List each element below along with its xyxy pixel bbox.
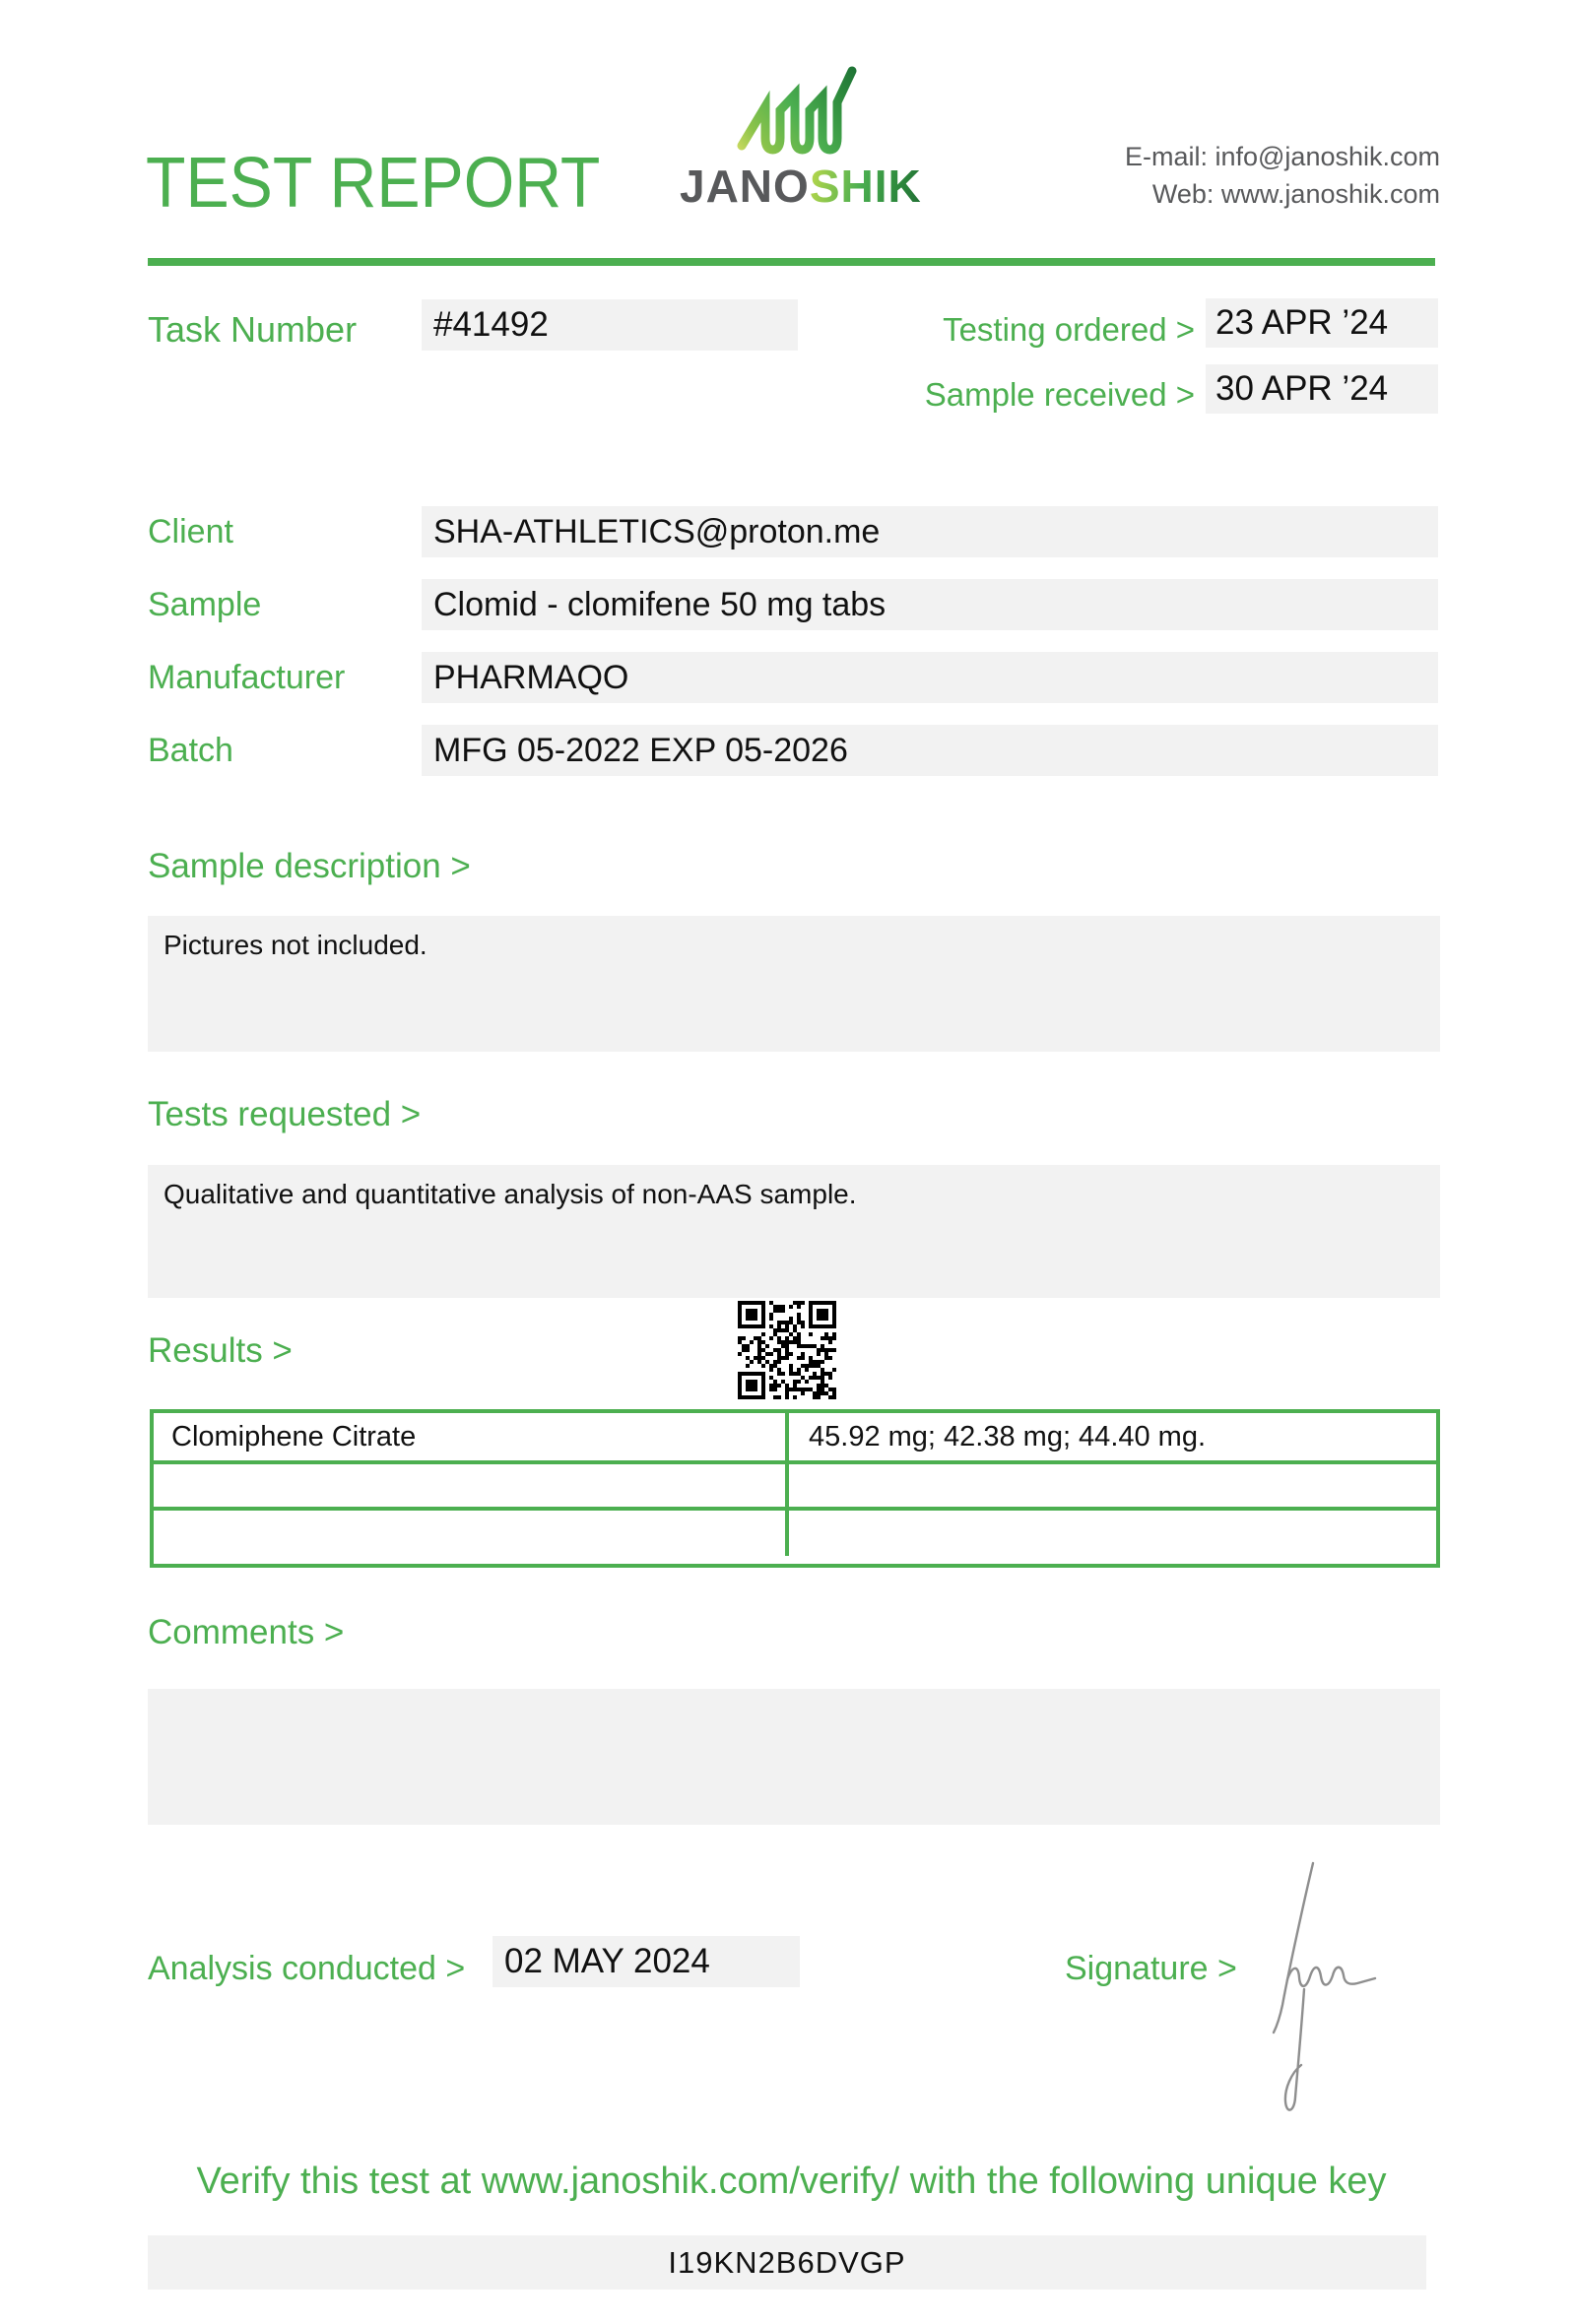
qr-code <box>738 1301 836 1399</box>
sample-description-box <box>148 916 1440 1052</box>
sample-label: Sample <box>148 586 262 623</box>
testing-ordered-value: 23 APR ’24 <box>1206 298 1438 348</box>
signature-label: Signature > <box>1065 1950 1237 1987</box>
tests-requested-box <box>148 1165 1440 1298</box>
header-divider <box>148 258 1435 266</box>
results-table <box>150 1409 1440 1568</box>
brand-name-secondary: SHIK <box>809 161 922 212</box>
manufacturer-value: PHARMAQO <box>422 652 1438 703</box>
batch-label: Batch <box>148 732 233 769</box>
handwritten-signature <box>1261 1849 1418 2140</box>
analysis-conducted-label: Analysis conducted > <box>148 1950 466 1987</box>
result-value-cell: 45.92 mg; 42.38 mg; 44.40 mg. <box>789 1413 1436 1464</box>
web-value: www.janoshik.com <box>1220 179 1440 209</box>
verify-key-value: I19KN2B6DVGP <box>148 2235 1426 2290</box>
brand-name-primary: JANO <box>680 161 810 212</box>
manufacturer-label: Manufacturer <box>148 659 346 696</box>
sample-value: Clomid - clomifene 50 mg tabs <box>422 579 1438 630</box>
analysis-date-value: 02 MAY 2024 <box>492 1936 800 1987</box>
contact-email-line <box>1125 138 1440 175</box>
email-label: E-mail: <box>1124 142 1208 171</box>
comments-box <box>148 1689 1440 1825</box>
comments-heading: Comments > <box>148 1613 345 1651</box>
client-label: Client <box>148 513 233 550</box>
sample-received-label: Sample received > <box>924 376 1195 413</box>
brand-wordmark <box>680 161 922 212</box>
page-title: TEST REPORT <box>146 144 601 223</box>
task-number-label: Task Number <box>148 309 358 350</box>
info-row-manufacturer <box>148 652 1438 703</box>
result-name-cell-empty <box>154 1511 789 1556</box>
batch-value: MFG 05-2022 EXP 05-2026 <box>422 725 1438 776</box>
info-row-client <box>148 506 1438 557</box>
result-name-cell-empty <box>154 1464 789 1511</box>
results-heading: Results > <box>148 1331 293 1370</box>
brand-logo <box>680 61 922 212</box>
sample-description-heading: Sample description > <box>148 847 471 885</box>
info-row-batch <box>148 725 1438 776</box>
verify-instruction: Verify this test at www.janoshik.com/verify/ with the following unique key <box>196 2161 1387 2202</box>
contact-web-line <box>1125 175 1440 213</box>
email-value: info@janoshik.com <box>1215 142 1440 171</box>
web-label: Web: <box>1151 179 1215 209</box>
tests-requested-text: Qualitative and quantitative analysis of non-AAS sample. <box>164 1179 857 1209</box>
contact-block <box>1125 138 1440 213</box>
result-value-cell-empty <box>789 1511 1436 1556</box>
tests-requested-heading: Tests requested > <box>148 1095 422 1133</box>
testing-ordered-label: Testing ordered > <box>943 311 1195 348</box>
info-row-sample <box>148 579 1438 630</box>
sample-info-list <box>148 506 1438 798</box>
task-number-value: #41492 <box>422 299 798 351</box>
result-value-cell-empty <box>789 1464 1436 1511</box>
sample-description-text: Pictures not included. <box>164 930 427 960</box>
result-name-cell: Clomiphene Citrate <box>154 1413 789 1464</box>
sample-received-value: 30 APR ’24 <box>1206 364 1438 414</box>
trend-chart-icon <box>728 61 858 156</box>
client-value: SHA-ATHLETICS@proton.me <box>422 506 1438 557</box>
